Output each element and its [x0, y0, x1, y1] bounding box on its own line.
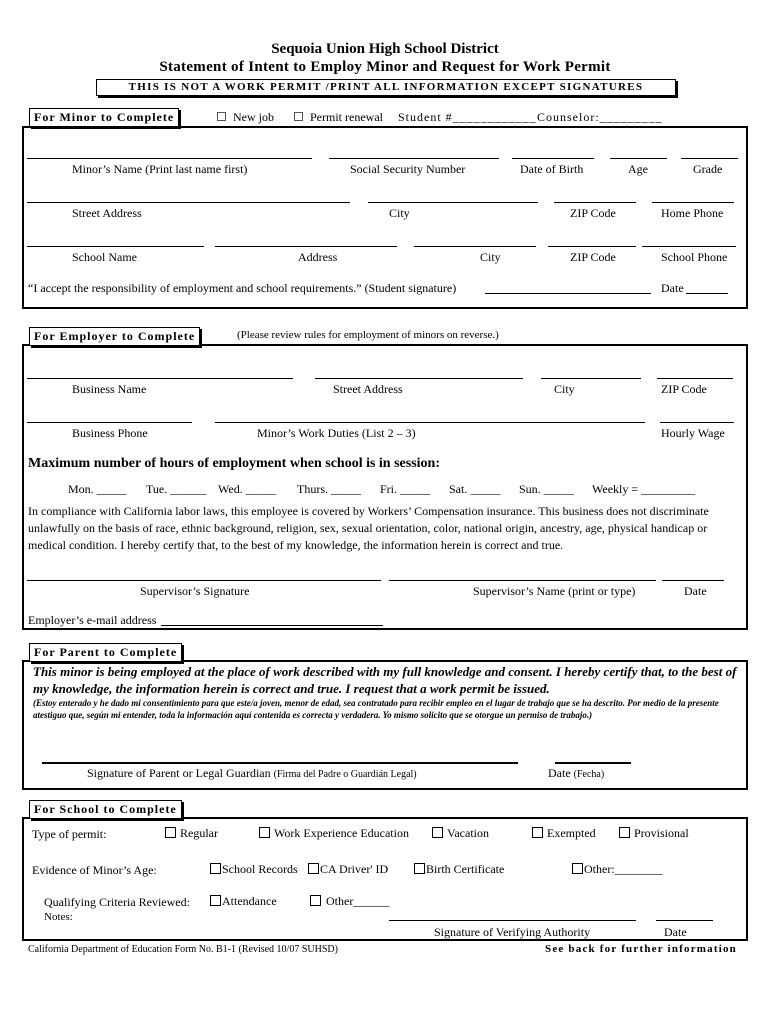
criteria-label: Qualifying Criteria Reviewed:: [44, 895, 190, 909]
exempted-checkbox[interactable]: [532, 827, 543, 838]
new-job-checkbox[interactable]: [217, 112, 226, 121]
student-date-line[interactable]: [686, 293, 728, 294]
school-phone-line[interactable]: [642, 246, 736, 247]
hours-wed[interactable]: Wed. _____: [218, 482, 276, 496]
renewal-label: Permit renewal: [310, 110, 383, 124]
dob-label: Date of Birth: [520, 162, 584, 176]
permit-vacation[interactable]: Vacation: [432, 826, 489, 841]
school-section-label: For School to Complete: [29, 800, 182, 819]
business-name-label: Business Name: [72, 382, 147, 396]
see-back-note: See back for further information: [545, 943, 737, 955]
supervisor-date-label: Date: [684, 584, 707, 598]
max-hours-heading: Maximum number of hours of employment when school is in session:: [28, 456, 440, 471]
provisional-checkbox[interactable]: [619, 827, 630, 838]
parent-consent-spanish: (Estoy enterado y he dado mi consentimiento para que este/a joven, menor de edad, sea contratado para recibir empleo en el lugar de trabajo que se ha descrito. Por medio de la presente atestiguo que, según mi entender, toda la información aquí contenida es correcta y verdadera. Yo mismo solicito que se otorgue un permiso de trabajo.): [33, 698, 719, 720]
form-title: Statement of Intent to Employ Minor and Request for Work Permit: [159, 59, 611, 75]
verifying-date-label: Date: [664, 925, 687, 939]
district-title: Sequoia Union High School District: [271, 41, 499, 57]
city-label: City: [389, 206, 410, 220]
verifying-signature-line[interactable]: [389, 920, 636, 921]
renewal-checkbox[interactable]: [294, 112, 303, 121]
home-phone-line[interactable]: [652, 202, 734, 203]
supervisor-date-line[interactable]: [662, 580, 724, 581]
street-label: Street Address: [72, 206, 142, 220]
hours-thurs[interactable]: Thurs. _____: [297, 482, 361, 496]
business-street-line[interactable]: [315, 378, 523, 379]
permit-type-label: Type of permit:: [32, 827, 107, 841]
student-date-label: Date: [661, 281, 684, 295]
form-number: California Department of Education Form No. B1-1 (Revised 10/07 SUHSD): [28, 944, 338, 955]
employer-email-line[interactable]: [161, 625, 383, 626]
school-city-line[interactable]: [414, 246, 536, 247]
new-job-label: New job: [233, 110, 274, 124]
evidence-drivers-id[interactable]: CA Driver' ID: [308, 862, 388, 877]
evidence-other-checkbox[interactable]: [572, 863, 583, 874]
attendance-checkbox[interactable]: [210, 895, 221, 906]
school-address-line[interactable]: [215, 246, 397, 247]
school-phone-label: School Phone: [661, 250, 728, 264]
business-zip-label: ZIP Code: [661, 382, 707, 396]
school-name-line[interactable]: [27, 246, 204, 247]
business-city-label: City: [554, 382, 575, 396]
permit-exempted[interactable]: Exempted: [532, 826, 596, 841]
regular-checkbox[interactable]: [165, 827, 176, 838]
supervisor-signature-label: Supervisor’s Signature: [140, 584, 250, 598]
school-zip-line[interactable]: [548, 246, 636, 247]
new-job-option[interactable]: [217, 110, 274, 125]
supervisor-name-line[interactable]: [389, 580, 656, 581]
notes-label: Notes:: [44, 911, 73, 923]
hours-tue[interactable]: Tue. ______: [146, 482, 207, 496]
business-phone-line[interactable]: [27, 422, 192, 423]
verifying-signature-label: Signature of Verifying Authority: [434, 925, 591, 939]
parent-section-label: For Parent to Complete: [29, 643, 182, 662]
home-phone-label: Home Phone: [661, 206, 724, 220]
minor-section-label: For Minor to Complete: [29, 108, 179, 127]
not-permit-notice: THIS IS NOT A WORK PERMIT /PRINT ALL INFORMATION EXCEPT SIGNATURES: [96, 79, 676, 96]
business-name-line[interactable]: [27, 378, 293, 379]
grade-line[interactable]: [681, 158, 738, 159]
employer-rules-note: (Please review rules for employment of minors on reverse.): [237, 329, 499, 341]
evidence-school-records[interactable]: School Records: [210, 862, 298, 877]
hourly-wage-label: Hourly Wage: [661, 426, 725, 440]
renewal-option[interactable]: [294, 110, 383, 125]
employer-email-label: Employer’s e-mail address: [28, 613, 157, 627]
minor-name-line[interactable]: [27, 158, 312, 159]
parent-signature-label: Signature of Parent or Legal Guardian (Firma del Padre o Guardián Legal): [87, 766, 417, 780]
dob-line[interactable]: [512, 158, 594, 159]
counselor-field[interactable]: Counselor:_________: [537, 110, 663, 124]
evidence-other[interactable]: Other:________: [572, 862, 663, 877]
ssn-line[interactable]: [329, 158, 499, 159]
verifying-date-line[interactable]: [656, 920, 713, 921]
parent-date-label: Date (Fecha): [548, 766, 605, 780]
drivers-id-checkbox[interactable]: [308, 863, 319, 874]
zip-label: ZIP Code: [570, 206, 616, 220]
school-address-label: Address: [298, 250, 338, 264]
parent-signature-line[interactable]: [42, 762, 518, 764]
ssn-label: Social Security Number: [350, 162, 466, 176]
student-number-field[interactable]: Student #____________: [398, 110, 537, 124]
school-city-label: City: [480, 250, 501, 264]
supervisor-name-label: Supervisor’s Name (print or type): [473, 584, 636, 598]
street-line[interactable]: [27, 202, 350, 203]
school-name-label: School Name: [72, 250, 137, 264]
grade-label: Grade: [693, 162, 723, 176]
age-line[interactable]: [610, 158, 667, 159]
school-records-checkbox[interactable]: [210, 863, 221, 874]
supervisor-signature-line[interactable]: [27, 580, 381, 581]
birth-certificate-checkbox[interactable]: [414, 863, 425, 874]
hours-mon[interactable]: Mon. _____: [68, 482, 127, 496]
parent-date-line[interactable]: [555, 762, 631, 764]
permit-work-experience[interactable]: Work Experience Education: [259, 826, 409, 841]
criteria-other-checkbox[interactable]: [310, 895, 321, 906]
business-city-line[interactable]: [541, 378, 641, 379]
age-label: Age: [628, 162, 648, 176]
hours-sun[interactable]: Sun. _____: [519, 482, 574, 496]
parent-consent-statement: This minor is being employed at the place of work described with my full knowledge and consent. I hereby certify that, to the best of my knowledge, the information herein is correct and true. I request that a work permit be issued.: [33, 664, 737, 696]
zip-line[interactable]: [554, 202, 636, 203]
criteria-attendance[interactable]: Attendance: [210, 894, 277, 909]
business-street-label: Street Address: [333, 382, 403, 396]
work-experience-checkbox[interactable]: [259, 827, 270, 838]
hours-fri[interactable]: Fri. _____: [380, 482, 431, 496]
minor-name-label: Minor’s Name (Print last name first): [72, 162, 248, 176]
criteria-other[interactable]: Other______: [310, 894, 389, 909]
vacation-checkbox[interactable]: [432, 827, 443, 838]
business-zip-line[interactable]: [657, 378, 733, 379]
compliance-statement: In compliance with California labor laws, this employee is covered by Workers’ Compensation insurance. This business does not discriminate unlawfully on the basis of race, ethnic background, religion, sex, sexual orientation, color, national origin, ancestry, age, physical handicap or medical condition. I hereby certify that, to the best of my knowledge, the information herein is correct and true.: [28, 504, 709, 552]
work-duties-label: Minor’s Work Duties (List 2 – 3): [257, 426, 416, 440]
hourly-wage-line[interactable]: [660, 422, 734, 423]
business-phone-label: Business Phone: [72, 426, 148, 440]
permit-provisional[interactable]: Provisional: [619, 826, 689, 841]
hours-sat[interactable]: Sat. _____: [449, 482, 501, 496]
hours-weekly[interactable]: Weekly = _________: [592, 482, 696, 496]
evidence-label: Evidence of Minor’s Age:: [32, 863, 157, 877]
city-line[interactable]: [368, 202, 538, 203]
work-duties-line[interactable]: [215, 422, 645, 423]
employer-section-label: For Employer to Complete: [29, 327, 200, 346]
school-zip-label: ZIP Code: [570, 250, 616, 264]
evidence-birth-certificate[interactable]: Birth Certificate: [414, 862, 504, 877]
student-accept-statement: “I accept the responsibility of employment and school requirements.” (Student signature): [28, 281, 457, 295]
student-signature-line[interactable]: [485, 293, 651, 294]
permit-regular[interactable]: Regular: [165, 826, 218, 841]
